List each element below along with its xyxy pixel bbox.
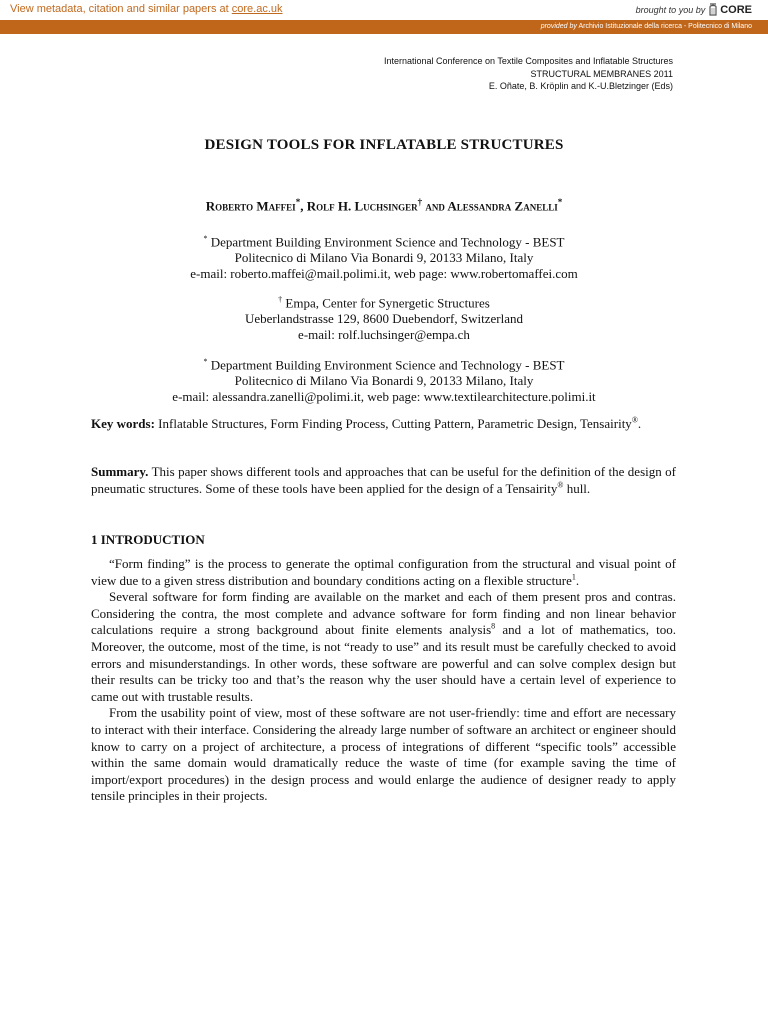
summary-text: This paper shows different tools and approaches that can be useful for the definition of the design of pneumatic structures. Some of these tools have been applied for the design of a Tensairity [91, 464, 676, 496]
affiliation-3-email[interactable]: e-mail: alessandra.zanelli@polimi.it, web page: www.textilearchitecture.polimi.it [172, 388, 596, 404]
keywords-reg: ® [631, 415, 638, 425]
introduction-body [91, 556, 676, 805]
intro-p1-text: “Form finding” is the process to generate the optimal configuration from the structural and visual point of view due to a given stress distribution and boundary conditions acting on a flexible structure [91, 556, 676, 588]
core-logo[interactable] [708, 3, 752, 17]
core-logo-text: CORE [720, 4, 752, 16]
affiliation-2-mark: † [278, 295, 283, 304]
author-3-mark: * [557, 197, 563, 207]
summary [91, 464, 676, 497]
author-sep-1: , [300, 198, 307, 214]
provided-by-bar [0, 20, 768, 34]
intro-p2-a: Several software for form finding are available on the market and each of them present pros and contras. Considering the contra, the most complete and advance software for form finding and non linear behavior calculations require a strong background about finite elements analysis [91, 589, 676, 638]
author-2: Rolf H. Luchsinger [306, 198, 418, 214]
keywords [91, 416, 676, 433]
summary-end: hull. [563, 480, 591, 496]
author-1-mark: * [295, 197, 301, 207]
author-1: Roberto Maffei [205, 198, 296, 214]
intro-p2-ref: 8 [491, 622, 496, 632]
keywords-label: Key words: [91, 416, 155, 431]
intro-p2-b: and a lot of mathematics, too. Moreover, the outcome, most of the time, is not “ready to use” and its result must be carefully checked to avoid errors and misunderstandings. In other words, these software are powerful and can solve complex design but their results can be tricky too and that’s the reason why the user should have a certain level of experience to came out with trustable results. [91, 622, 676, 704]
affiliation-3 [0, 354, 768, 404]
conference-editors: E. Oñate, B. Kröplin and K.-U.Bletzinger (Eds) [488, 81, 673, 91]
core-banner [0, 0, 768, 20]
intro-paragraph-2 [91, 589, 676, 705]
author-sep-2: and [422, 198, 448, 214]
core-brought-to-you[interactable] [636, 3, 752, 17]
affiliation-2-address: Ueberlandstrasse 129, 8600 Duebendorf, Switzerland [245, 310, 523, 326]
author-3: Alessandra Zanelli [447, 198, 558, 214]
affiliation-1-address: Politecnico di Milano Via Bonardi 9, 20133 Milano, Italy [234, 249, 534, 265]
affiliation-1-email[interactable]: e-mail: roberto.maffei@mail.polimi.it, web page: www.robertomaffei.com [190, 265, 578, 281]
conference-name: International Conference on Textile Composites and Inflatable Structures [383, 56, 673, 66]
intro-paragraph-3: From the usability point of view, most of these software are not user-friendly: time and effort are necessary to interact with their interface. Considering the already large number of software an architect or engineer should know to carry on a project of architecture, a process of integrations of different “specific tools” accessible within the same domain would dramatically reduce the waste of time (for example saving the time of import/export procedures) in the design process and would enlarge the audience of designer ready to apply tensile principles in their projects. [91, 705, 676, 804]
section-heading-introduction: 1 INTRODUCTION [91, 532, 205, 547]
affiliation-2-dept: Empa, Center for Synergetic Structures [285, 295, 490, 311]
provided-by-label: provided by [540, 23, 577, 30]
core-link-prefix: View metadata, citation and similar papers at [10, 3, 232, 15]
keywords-end: . [637, 416, 642, 431]
conference-series: STRUCTURAL MEMBRANES 2011 [530, 68, 673, 79]
affiliation-2-email[interactable]: e-mail: rolf.luchsinger@empa.ch [298, 326, 470, 342]
conference-header [384, 55, 673, 93]
summary-reg: ® [557, 480, 564, 490]
core-logo-icon [708, 3, 718, 17]
intro-paragraph-1 [91, 556, 676, 589]
affiliation-3-mark: * [203, 357, 208, 366]
brought-text: brought to you by [635, 5, 706, 15]
affiliation-2 [0, 292, 768, 342]
affiliation-1-mark: * [203, 234, 208, 243]
author-2-mark: † [417, 197, 423, 207]
summary-label: Summary. [91, 464, 149, 479]
intro-p1-end: . [575, 572, 580, 588]
affiliation-3-address: Politecnico di Milano Via Bonardi 9, 20133 Milano, Italy [234, 372, 534, 388]
paper-title: DESIGN TOOLS FOR INFLATABLE STRUCTURES [204, 137, 564, 153]
core-ac-uk-link[interactable]: core.ac.uk [231, 3, 283, 15]
keywords-text: Inflatable Structures, Form Finding Process, Cutting Pattern, Parametric Design, Tensairity [154, 416, 632, 431]
affiliation-3-dept: Department Building Environment Science and Technology - BEST [210, 357, 565, 373]
affiliation-1 [0, 231, 768, 281]
affiliation-1-dept: Department Building Environment Science and Technology - BEST [210, 234, 565, 250]
author-list [0, 197, 768, 214]
core-metadata-link[interactable] [10, 3, 283, 15]
intro-p1-ref: 1 [571, 572, 576, 582]
provider-name[interactable]: Archivio Istituzionale della ricerca - Politecnico di Milano [578, 23, 752, 30]
